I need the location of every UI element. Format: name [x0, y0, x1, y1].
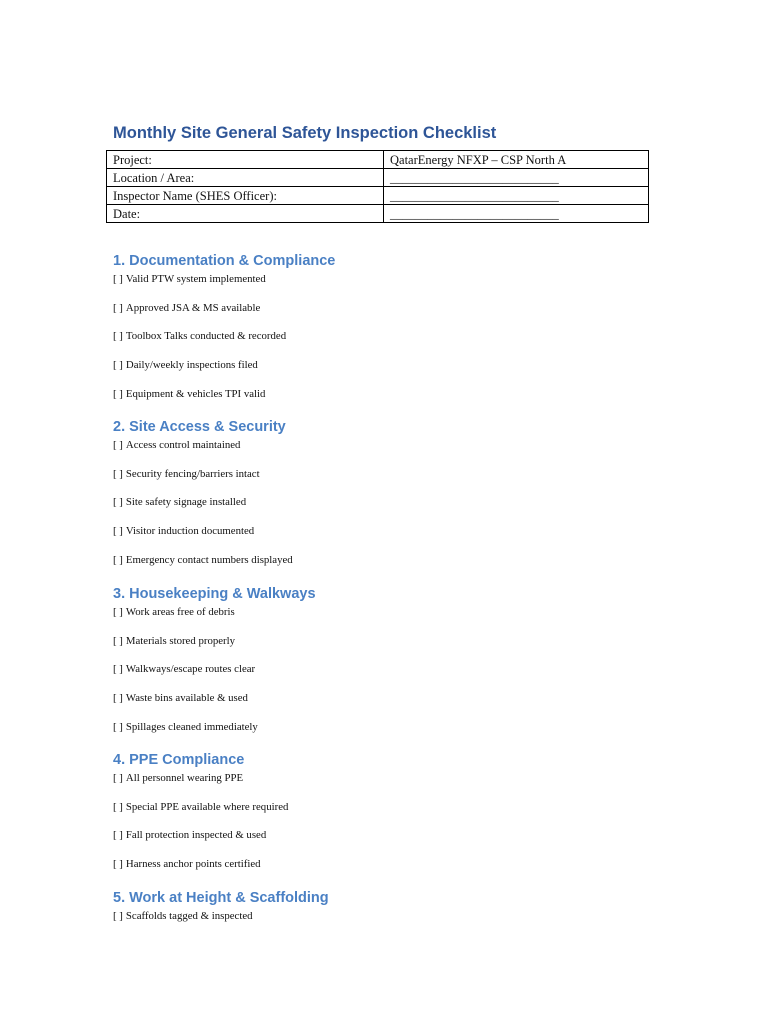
checklist-section: [113, 888, 713, 937]
checklist-items: [113, 908, 713, 937]
checklist-item-text: Waste bins available & used: [125, 692, 248, 705]
info-row-project: [107, 151, 649, 169]
checklist-items: [113, 271, 713, 414]
checklist-item-text: Scaffolds tagged & inspected: [125, 910, 253, 922]
checklist-item-text: Harness anchor points certified: [125, 858, 261, 871]
checkbox-marker[interactable]: [ ]: [113, 692, 123, 705]
checklist-item-text: Spillages cleaned immediately: [125, 720, 258, 733]
checklist-item: [113, 494, 713, 523]
checkbox-marker[interactable]: [ ]: [113, 467, 123, 480]
checklist-item: [113, 770, 713, 799]
checkbox-marker[interactable]: [ ]: [113, 800, 123, 813]
checklist-item: [113, 856, 713, 885]
checklist-item-text: Materials stored properly: [125, 634, 236, 647]
checkbox-marker[interactable]: [ ]: [113, 663, 123, 676]
checklist-section: [113, 750, 713, 885]
checklist-item: [113, 719, 713, 748]
checklist-item-text: Special PPE available where required: [125, 800, 289, 813]
checklist-item: [113, 328, 713, 357]
checkbox-marker[interactable]: [ ]: [113, 496, 123, 509]
info-label: Project:: [107, 151, 384, 169]
checklist-items: [113, 437, 713, 580]
info-value: ___________________________: [384, 205, 649, 223]
checklist-item-text: Equipment & vehicles TPI valid: [125, 387, 266, 400]
checkbox-marker[interactable]: [ ]: [113, 301, 123, 314]
checkbox-marker[interactable]: [ ]: [113, 359, 123, 372]
checklist-item-text: Fall protection inspected & used: [125, 829, 267, 842]
checklist-item: [113, 908, 713, 937]
document-title: Monthly Site General Safety Inspection Checklist: [113, 124, 497, 142]
checklist-item: [113, 437, 713, 466]
checklist-item-text: Approved JSA & MS available: [125, 301, 261, 314]
checkbox-marker[interactable]: [ ]: [113, 720, 123, 733]
checkbox-marker[interactable]: [ ]: [113, 525, 123, 538]
checkbox-marker[interactable]: [ ]: [113, 910, 123, 922]
checklist-item: [113, 386, 713, 415]
checklist-section: [113, 417, 713, 580]
info-value: ___________________________: [384, 187, 649, 205]
checklist-item-text: Walkways/escape routes clear: [125, 663, 256, 676]
info-row-location: [107, 169, 649, 187]
checklist-item: [113, 799, 713, 828]
checklist-item-text: Work areas free of debris: [125, 606, 235, 618]
checklist-item-text: Valid PTW system implemented: [125, 273, 266, 285]
checklist-section: [113, 584, 713, 747]
checklist-items: [113, 604, 713, 747]
checkbox-marker[interactable]: [ ]: [113, 553, 123, 566]
checkbox-marker[interactable]: [ ]: [113, 606, 123, 618]
checklist-item: [113, 300, 713, 329]
checklist-items: [113, 770, 713, 885]
checklist-item: [113, 633, 713, 662]
checkbox-marker[interactable]: [ ]: [113, 772, 123, 784]
checklist-item: [113, 523, 713, 552]
section-heading: 3. Housekeeping & Walkways: [113, 586, 316, 602]
section-heading: 2. Site Access & Security: [113, 419, 286, 435]
checklist-item-text: All personnel wearing PPE: [125, 772, 244, 784]
checkbox-marker[interactable]: [ ]: [113, 634, 123, 647]
checklist-item-text: Daily/weekly inspections filed: [125, 359, 258, 372]
checklist-item-text: Toolbox Talks conducted & recorded: [125, 330, 287, 343]
checklist-item-text: Emergency contact numbers displayed: [125, 553, 293, 566]
checklist-item-text: Security fencing/barriers intact: [125, 467, 260, 480]
inspection-info-table: [106, 150, 649, 223]
info-row-date: [107, 205, 649, 223]
info-label: Inspector Name (SHES Officer):: [107, 187, 384, 205]
checklist-item-text: Site safety signage installed: [125, 496, 247, 509]
checklist-item: [113, 271, 713, 300]
info-row-inspector: [107, 187, 649, 205]
checklist-item: [113, 827, 713, 856]
section-heading: 4. PPE Compliance: [113, 752, 245, 768]
info-label: Date:: [107, 205, 384, 223]
checkbox-marker[interactable]: [ ]: [113, 858, 123, 871]
checklist-item: [113, 604, 713, 633]
section-heading: 1. Documentation & Compliance: [113, 253, 336, 269]
checklist-item: [113, 552, 713, 581]
info-value: QatarEnergy NFXP – CSP North A: [384, 151, 649, 169]
checklist-section: [113, 251, 713, 414]
checkbox-marker[interactable]: [ ]: [113, 330, 123, 343]
checklist-item: [113, 357, 713, 386]
info-label: Location / Area:: [107, 169, 384, 187]
section-heading: 5. Work at Height & Scaffolding: [113, 890, 329, 906]
checkbox-marker[interactable]: [ ]: [113, 439, 123, 451]
checklist-item: [113, 661, 713, 690]
checklist-item-text: Visitor induction documented: [125, 525, 255, 538]
checkbox-marker[interactable]: [ ]: [113, 273, 123, 285]
checklist-item-text: Access control maintained: [125, 439, 241, 451]
info-value: ___________________________: [384, 169, 649, 187]
checkbox-marker[interactable]: [ ]: [113, 387, 123, 400]
checklist-item: [113, 690, 713, 719]
checkbox-marker[interactable]: [ ]: [113, 829, 123, 842]
checklist-item: [113, 466, 713, 495]
